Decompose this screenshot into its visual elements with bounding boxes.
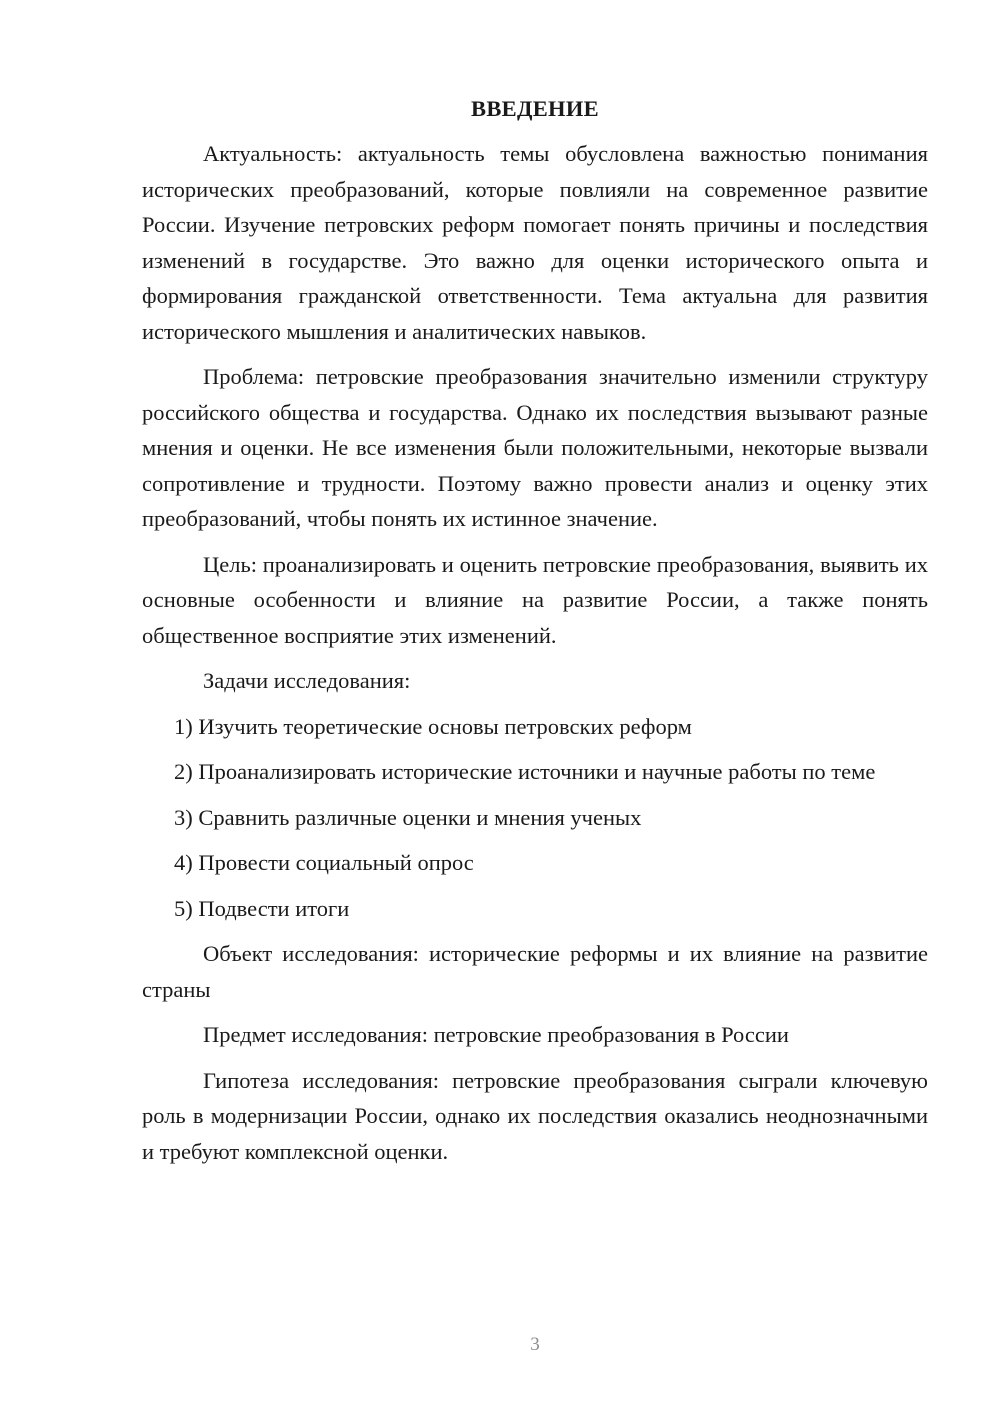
- hypothesis-paragraph: Гипотеза исследования: петровские преобразования сыграли ключевую роль в модернизации России, однако их последствия оказались неоднозначными и требуют комплексной оценки.: [142, 1067, 928, 1164]
- subject-paragraph: Предмет исследования: петровские преобразования в России: [203, 1022, 789, 1047]
- task-item: 3) Сравнить различные оценки и мнения ученых: [174, 804, 642, 830]
- tasks-heading: Задачи исследования:: [203, 668, 411, 693]
- relevance-paragraph: Актуальность: актуальность темы обусловлена важностью понимания исторических преобразований, которые повлияли на современное развитие России. Изучение петровских реформ помогает понять причины и последствия изменений в государстве. Это важно для оценки исторического опыта и формирования гражданской ответственности. Тема актуальна для развития исторического мышления и аналитических навыков.: [142, 141, 928, 344]
- page-content: [142, 90, 928, 1179]
- page-title: ВВЕДЕНИЕ: [471, 96, 599, 121]
- problem-paragraph: Проблема: петровские преобразования значительно изменили структуру российского общества и государства. Однако их последствия вызывают разные мнения и оценки. Не все изменения были положительными, некоторые вызвали сопротивление и трудности. Поэтому важно провести анализ и оценку этих преобразований, чтобы понять их истинное значение.: [142, 364, 928, 531]
- goal-paragraph: Цель: проанализировать и оценить петровские преобразования, выявить их основные особенности и влияние на развитие России, а также понять общественное восприятие этих изменений.: [142, 551, 928, 648]
- page-number: 3: [530, 1334, 540, 1355]
- task-item: 4) Провести социальный опрос: [174, 850, 474, 875]
- task-item: 5) Подвести итоги: [174, 895, 350, 921]
- task-item: 1) Изучить теоретические основы петровских реформ: [174, 713, 692, 739]
- object-paragraph: Объект исследования: исторические реформы и их влияние на развитие страны: [142, 941, 928, 1002]
- task-item: 2) Проанализировать исторические источники и научные работы по теме: [174, 759, 876, 784]
